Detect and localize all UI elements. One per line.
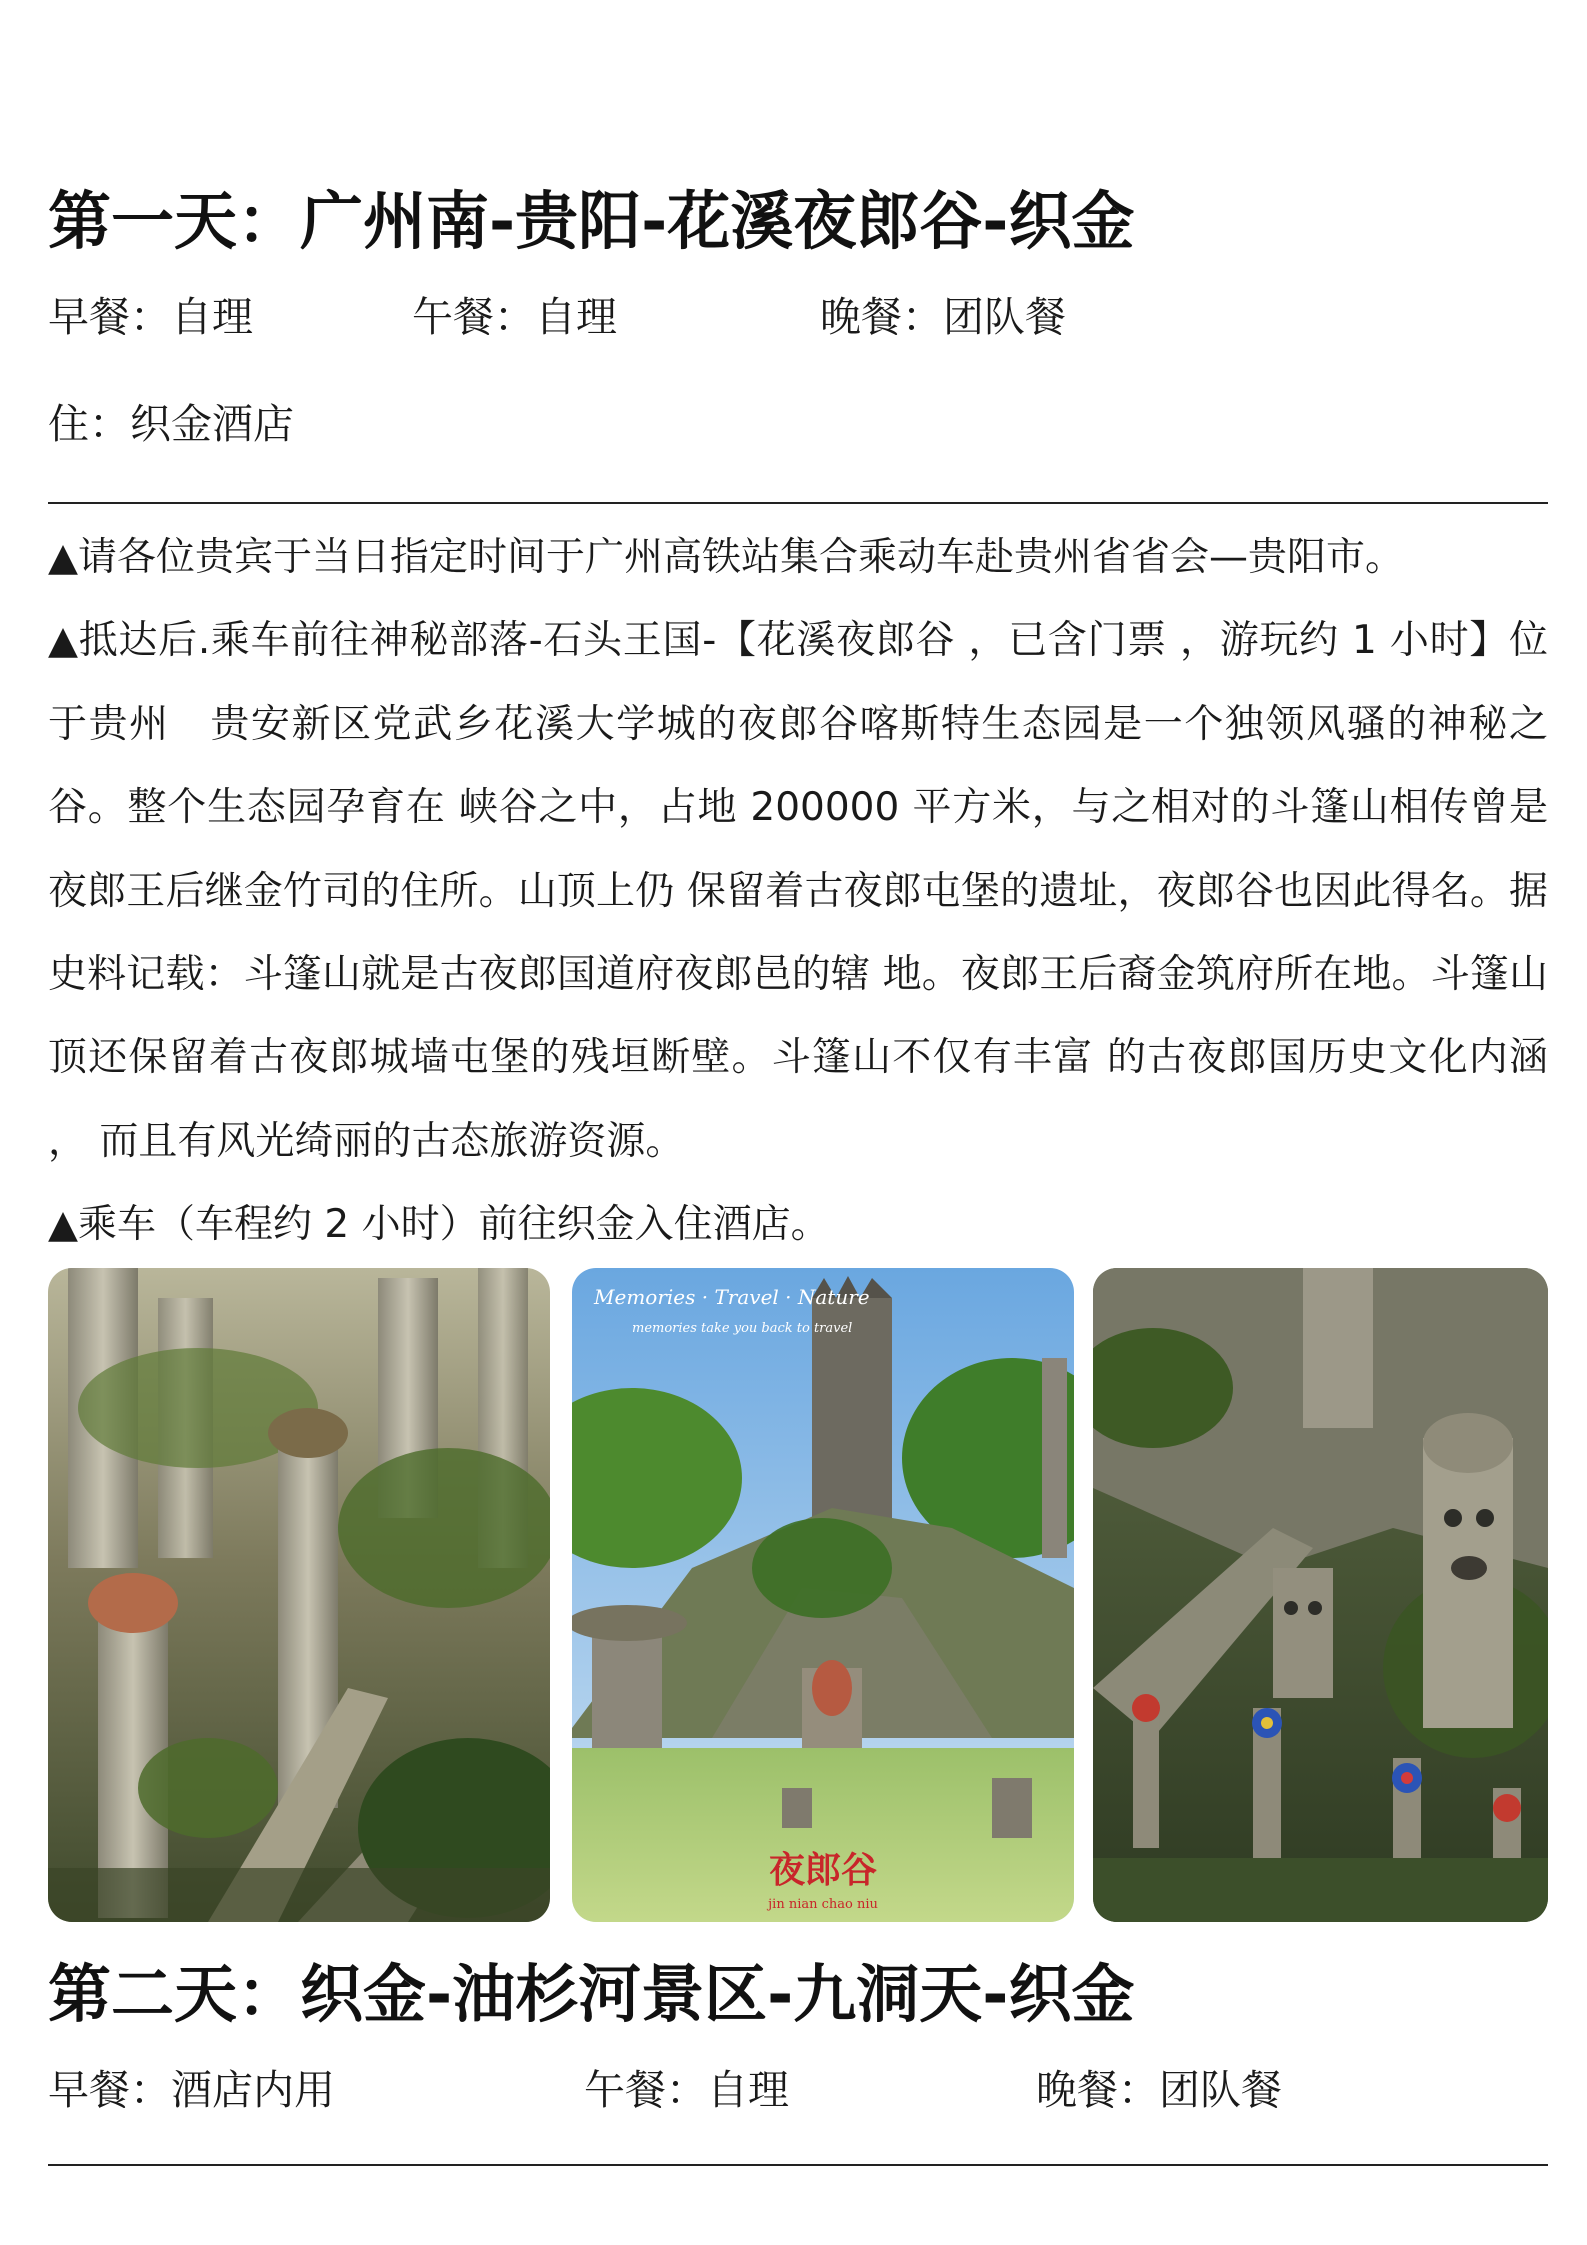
day1-photo-strip: [48, 1268, 1548, 1922]
photo-overlay-text: Memories · Travel · Nature: [594, 1285, 870, 1309]
day1-hotel: 住：织金酒店: [48, 400, 294, 448]
day1-description: [48, 516, 1548, 1267]
day2-dinner: 晚餐：团队餐: [1036, 2066, 1282, 2114]
day1-breakfast: 早餐：自理: [48, 293, 253, 341]
divider: [48, 502, 1548, 504]
photo-caption: 夜郎谷: [768, 1849, 878, 1891]
stone-tower-stairway-photo: [48, 1268, 550, 1922]
photo-overlay-subtext: memories take you back to travel: [632, 1321, 853, 1336]
yelang-valley-pond-photo: [572, 1268, 1074, 1922]
day1-lunch: 午餐：自理: [412, 293, 617, 341]
day1-paragraph: ▲乘车（车程约 2 小时）前往织金入住酒店。: [48, 1202, 830, 1248]
day2-breakfast: 早餐：酒店内用: [48, 2066, 335, 2114]
day2-lunch: 午餐：自理: [584, 2066, 789, 2114]
photo-caption-sub: jin nian chao niu: [768, 1897, 878, 1912]
day1-paragraph: ▲抵达后.乘车前往神秘部落-石头王国-【花溪夜郎谷 ，已含门票 ，游玩约 1 小时】位于贵州 贵安新区党武乡花溪大学城的夜郎谷喀斯特生态园是一个独领风骚的神秘之谷。整个生态园孕育在 峡谷之中，占地 200000 平方米，与之相对的斗篷山相传曾是夜郎王后继金竹司的住所。山顶上仍 保留着古夜郎屯堡的遗址，夜郎谷也因此得名。据史料记载：斗篷山就是古夜郎国道府夜郎邑的辖 地。夜郎王后裔金筑府所在地。斗篷山顶还保留着古夜郎城墙屯堡的残垣断壁。斗篷山不仅有丰富 的古夜郎国历史文化内涵 ， 而且有风光绮丽的古态旅游资源。: [48, 618, 1548, 1164]
divider: [48, 2164, 1548, 2166]
day2-title: 第二天：织金-油杉河景区-九洞天-织金: [48, 1958, 1135, 2031]
stone-face-totems-photo: [1093, 1268, 1548, 1922]
day1-title: 第一天：广州南-贵阳-花溪夜郎谷-织金: [48, 185, 1135, 258]
day1-paragraph: ▲请各位贵宾于当日指定时间于广州高铁站集合乘动车赴贵州省省会—贵阳市。: [48, 535, 1404, 580]
day1-dinner: 晚餐：团队餐: [820, 293, 1066, 341]
